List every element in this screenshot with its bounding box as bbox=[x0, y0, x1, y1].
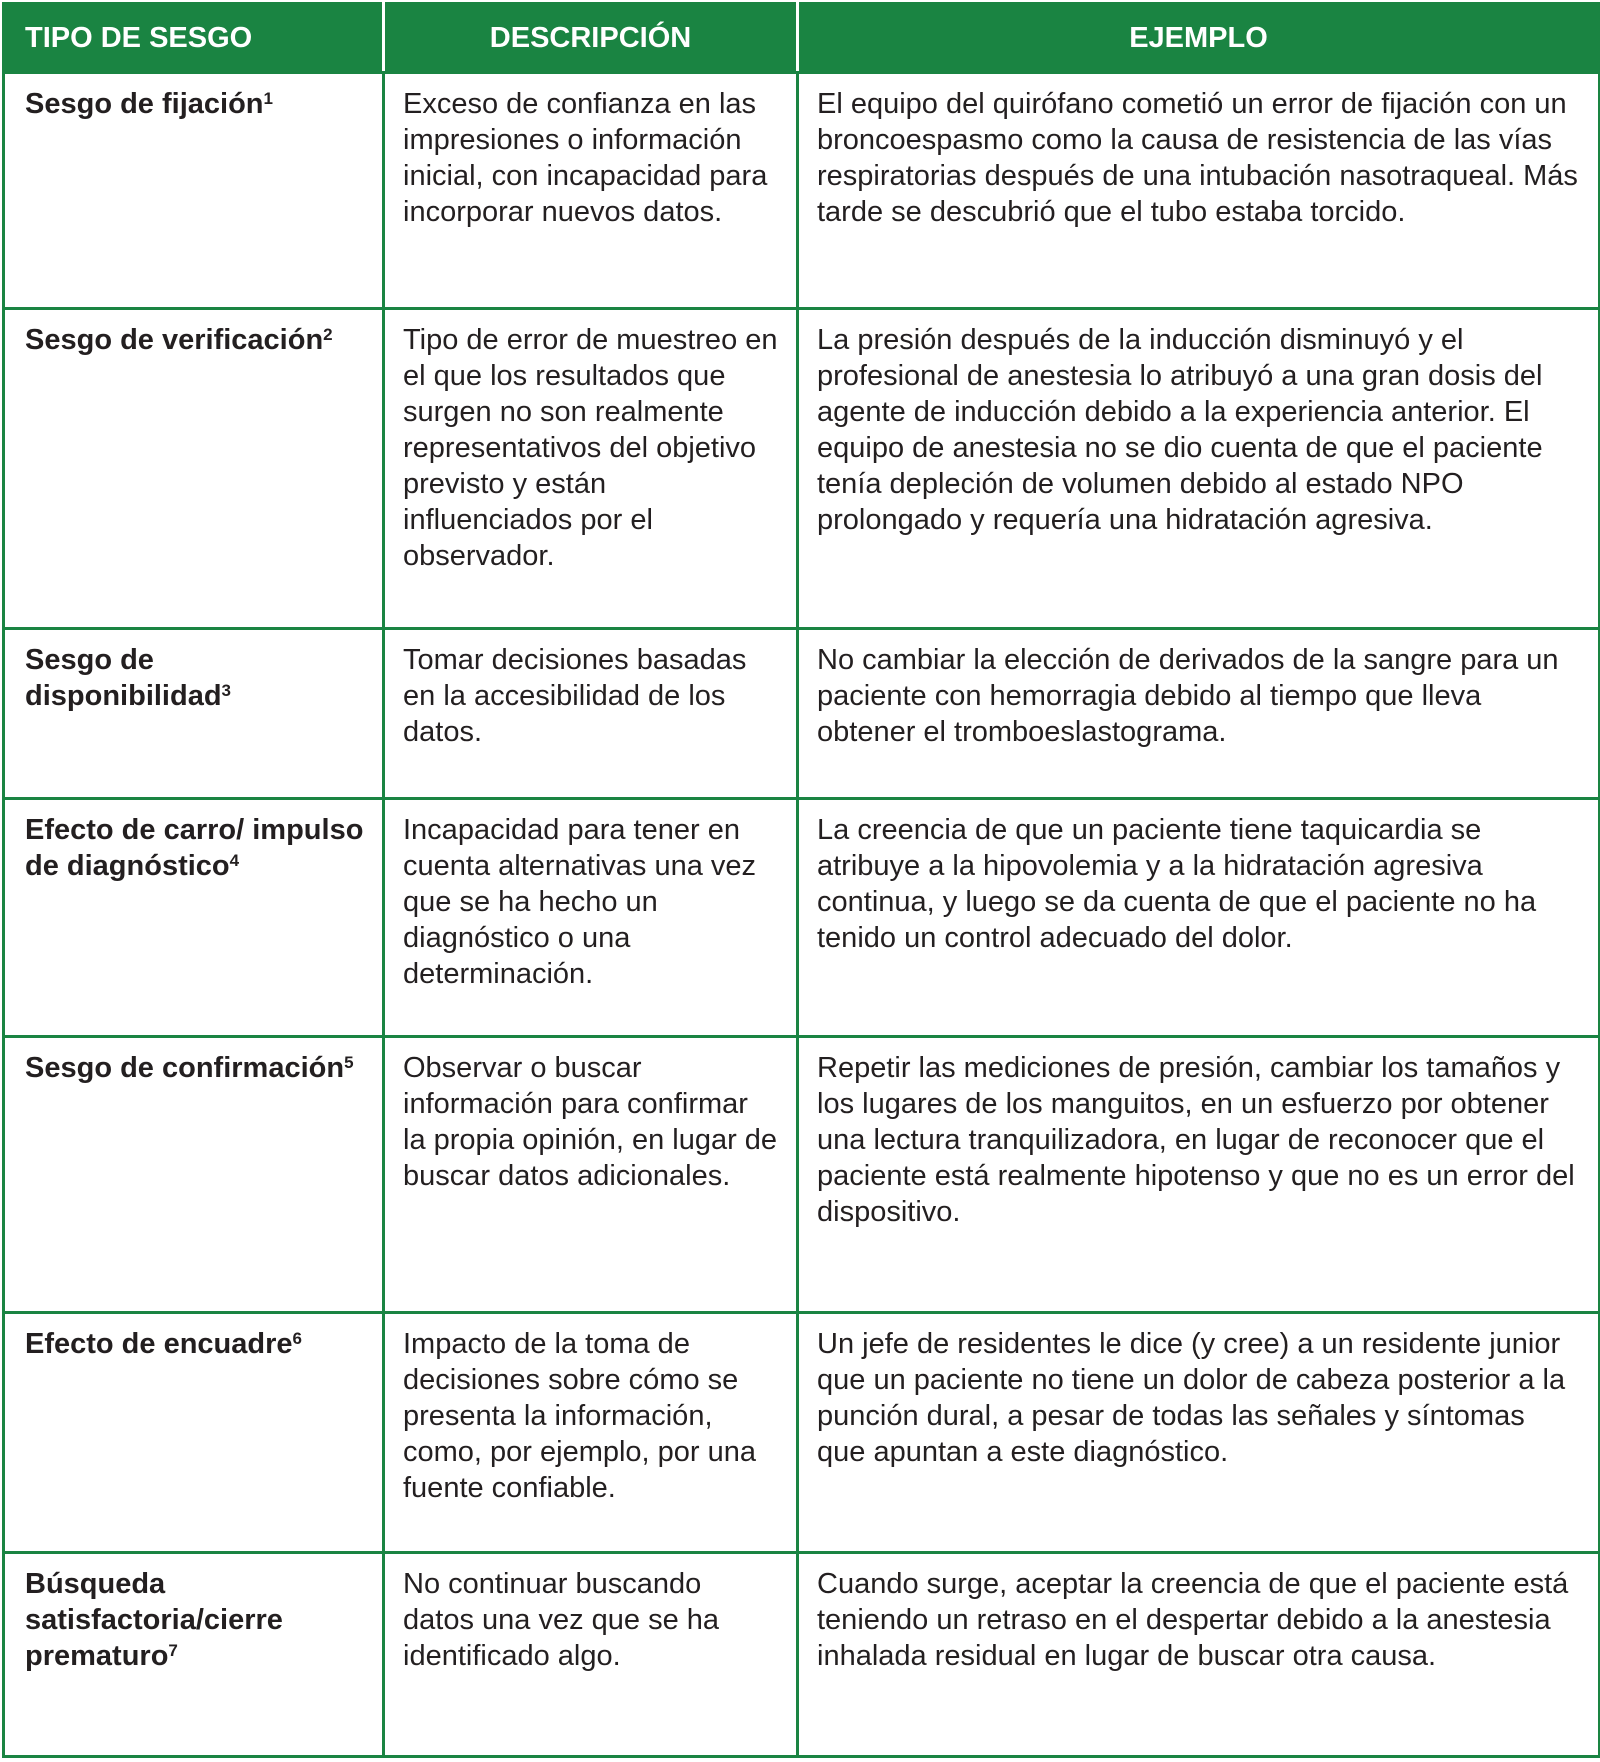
description-text: Impacto de la toma de decisiones sobre cómo se presenta la información, como, por ejemplo, por una fuente confiable. bbox=[403, 1328, 757, 1504]
reference-number: 2 bbox=[323, 325, 333, 344]
example-text: La creencia de que un paciente tiene taquicardia se atribuye a la hipovolemia y a la hidratación agresiva continua, y luego se da cuenta de que el paciente no ha tenido un control adecuado del dolor. bbox=[817, 814, 1537, 954]
bias-type-label: Sesgo de confirmación bbox=[25, 1052, 345, 1084]
bias-type-cell bbox=[4, 309, 384, 629]
table-row bbox=[4, 1553, 1600, 1757]
bias-type-cell bbox=[4, 799, 384, 1037]
header-type: TIPO DE SESGO bbox=[4, 4, 384, 73]
table-row bbox=[4, 629, 1600, 799]
description-cell bbox=[384, 309, 798, 629]
example-text: No cambiar la elección de derivados de la sangre para un paciente con hemorragia debido al tiempo que lleva obtener el tromboeslastograma. bbox=[817, 644, 1559, 748]
reference-number: 1 bbox=[263, 89, 273, 108]
header-description: DESCRIPCIÓN bbox=[384, 4, 798, 73]
description-text: Observar o buscar información para confirmar la propia opinión, en lugar de buscar datos adicionales. bbox=[403, 1052, 778, 1192]
example-cell bbox=[798, 309, 1600, 629]
description-cell bbox=[384, 629, 798, 799]
description-text: Exceso de confianza en las impresiones o información inicial, con incapacidad para incorporar nuevos datos. bbox=[403, 88, 768, 228]
header-example: EJEMPLO bbox=[798, 4, 1600, 73]
bias-type-label: Sesgo de disponibilidad bbox=[25, 644, 222, 712]
description-cell bbox=[384, 1037, 798, 1313]
reference-number: 6 bbox=[292, 1329, 302, 1348]
example-text: Repetir las mediciones de presión, cambiar los tamaños y los lugares de los manguitos, en un esfuerzo por obtener una lectura tranquilizadora, en lugar de reconocer que el paciente está realmente hipotenso y que no es un error del dispositivo. bbox=[817, 1052, 1575, 1228]
table-row bbox=[4, 309, 1600, 629]
example-text: Cuando surge, aceptar la creencia de que el paciente está teniendo un retraso en el despertar debido a la anestesia inhalada residual en lugar de buscar otra causa. bbox=[817, 1568, 1569, 1672]
description-text: Incapacidad para tener en cuenta alternativas una vez que se ha hecho un diagnóstico o una determinación. bbox=[403, 814, 757, 990]
table-row bbox=[4, 1037, 1600, 1313]
bias-table bbox=[2, 2, 1600, 1758]
bias-type-cell bbox=[4, 629, 384, 799]
reference-number: 5 bbox=[344, 1053, 354, 1072]
bias-type-label: Sesgo de verificación bbox=[25, 324, 324, 356]
bias-type-label: Sesgo de fijación bbox=[25, 88, 264, 120]
description-text: Tomar decisiones basadas en la accesibilidad de los datos. bbox=[403, 644, 747, 748]
description-cell bbox=[384, 73, 798, 309]
description-text: No continuar buscando datos una vez que se ha identificado algo. bbox=[403, 1568, 720, 1672]
description-cell bbox=[384, 799, 798, 1037]
bias-type-label: Búsqueda satisfactoria/cierre prematuro bbox=[25, 1568, 283, 1672]
table-row bbox=[4, 799, 1600, 1037]
table-row bbox=[4, 1313, 1600, 1553]
example-cell bbox=[798, 73, 1600, 309]
reference-number: 4 bbox=[229, 851, 240, 870]
description-cell bbox=[384, 1553, 798, 1757]
example-text: Un jefe de residentes le dice (y cree) a un residente junior que un paciente no tiene un dolor de cabeza posterior a la punción dural, a pesar de todas las señales y síntomas que apuntan a este diagnóstico. bbox=[817, 1328, 1566, 1468]
bias-type-cell bbox=[4, 1037, 384, 1313]
description-cell bbox=[384, 1313, 798, 1553]
description-text: Tipo de error de muestreo en el que los resultados que surgen no son realmente representativos del objetivo previsto y están influenciados por el observador. bbox=[403, 324, 778, 572]
bias-type-cell bbox=[4, 1313, 384, 1553]
example-cell bbox=[798, 1553, 1600, 1757]
example-cell bbox=[798, 1313, 1600, 1553]
bias-type-cell bbox=[4, 1553, 384, 1757]
table-row bbox=[4, 73, 1600, 309]
header-row bbox=[4, 4, 1600, 73]
bias-type-label: Efecto de carro/ impulso de diagnóstico bbox=[25, 814, 364, 882]
example-text: La presión después de la inducción disminuyó y el profesional de anestesia lo atribuyó a una gran dosis del agente de inducción debido a la experiencia anterior. El equipo de anestesia no se dio cuenta de que el paciente tenía depleción de volumen debido al estado NPO prolongado y requería una hidratación agresiva. bbox=[817, 324, 1543, 536]
bias-type-cell bbox=[4, 73, 384, 309]
example-cell bbox=[798, 629, 1600, 799]
bias-type-label: Efecto de encuadre bbox=[25, 1328, 293, 1360]
example-cell bbox=[798, 799, 1600, 1037]
example-cell bbox=[798, 1037, 1600, 1313]
reference-number: 3 bbox=[221, 681, 232, 700]
reference-number: 7 bbox=[168, 1641, 178, 1660]
example-text: El equipo del quirófano cometió un error de fijación con un broncoespasmo como la causa de resistencia de las vías respiratorias después de una intubación nasotraqueal. Más tarde se descubrió que el tubo estaba torcido. bbox=[817, 88, 1578, 228]
